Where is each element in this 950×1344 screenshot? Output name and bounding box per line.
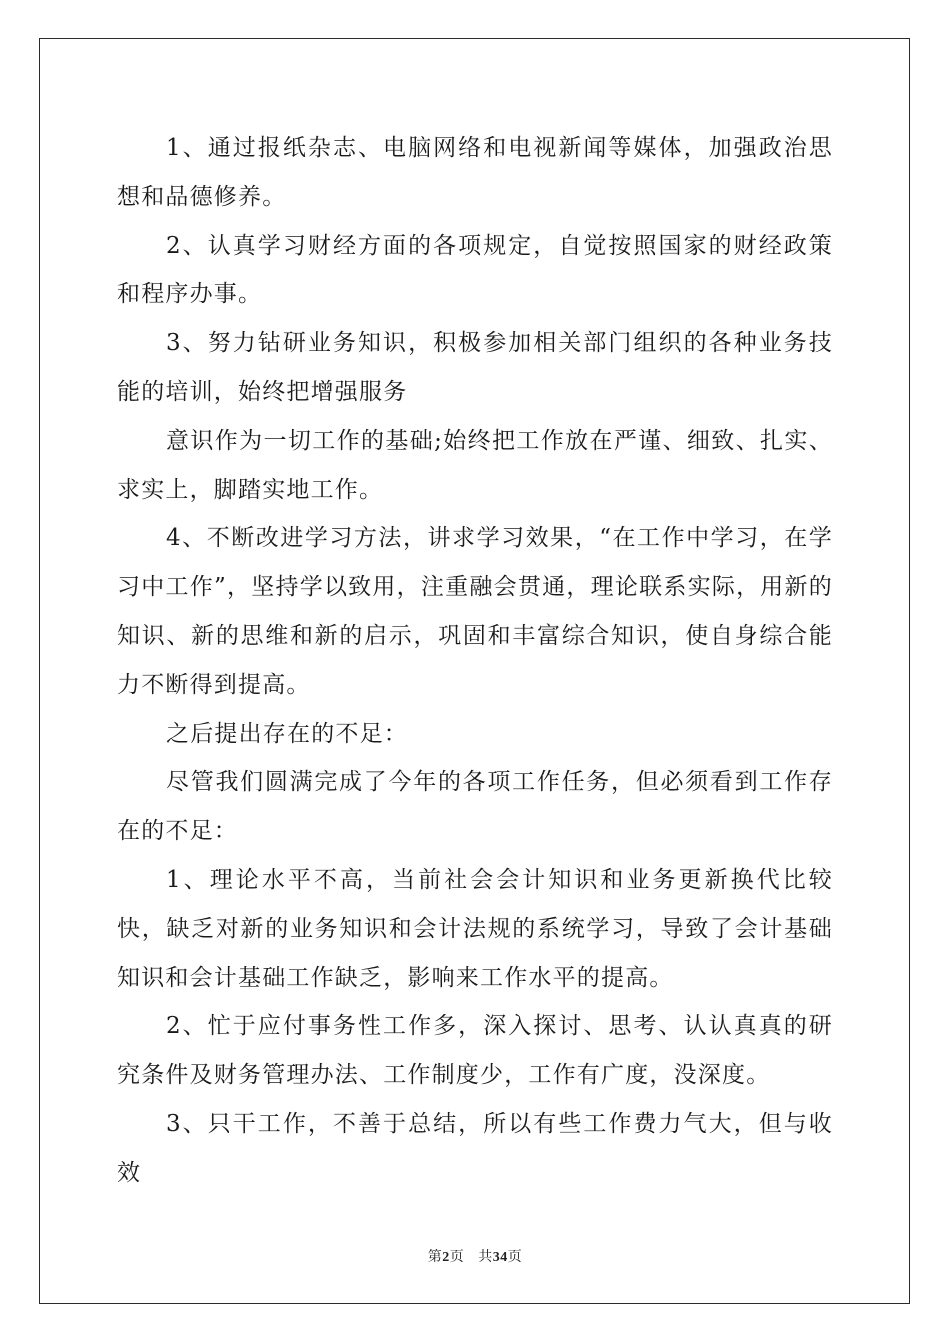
paragraph-3: 3、努力钻研业务知识，积极参加相关部门组织的各种业务技能的培训，始终把增强服务 (117, 330, 833, 405)
paragraph-5: 4、不断改进学习方法，讲求学习效果，“在工作中学习，在学习中工作”，坚持学以致用，注重融会贯通，理论联系实际，用新的知识、新的思维和新的启示，巩固和丰富综合知识，使自身综合能力不断得到提高。 (117, 525, 833, 698)
footer-page-suffix: 页 (449, 1249, 465, 1265)
total-page-count: 34 (492, 1250, 508, 1265)
current-page-number: 2 (442, 1250, 450, 1265)
paragraph-1: 1、通过报纸杂志、电脑网络和电视新闻等媒体，加强政治思想和品德修养。 (117, 135, 833, 210)
document-body (117, 124, 833, 1198)
page-footer (0, 1246, 950, 1266)
paragraph-4: 意识作为一切工作的基础;始终把工作放在严谨、细致、扎实、求实上，脚踏实地工作。 (117, 427, 833, 503)
paragraph-7: 尽管我们圆满完成了今年的各项工作任务，但必须看到工作存在的不足： (117, 769, 833, 845)
paragraph-10: 3、只干工作，不善于总结，所以有些工作费力气大，但与收效 (117, 1110, 833, 1186)
paragraph-8: 1、理论水平不高，当前社会会计知识和业务更新换代比较快，缺乏对新的业务知识和会计法规的系统学习，导致了会计基础知识和会计基础工作缺乏，影响来工作水平的提高。 (117, 866, 833, 991)
footer-total-prefix: 共 (478, 1249, 493, 1265)
footer-total-suffix: 页 (507, 1249, 523, 1265)
paragraph-2: 2、认真学习财经方面的各项规定，自觉按照国家的财经政策和程序办事。 (117, 232, 833, 308)
paragraph-9: 2、忙于应付事务性工作多，深入探讨、思考、认认真真的研究条件及财务管理办法、工作制度少，工作有广度，没深度。 (117, 1013, 833, 1089)
paragraph-6: 之后提出存在的不足： (166, 720, 408, 747)
footer-prefix: 第 (427, 1249, 443, 1265)
